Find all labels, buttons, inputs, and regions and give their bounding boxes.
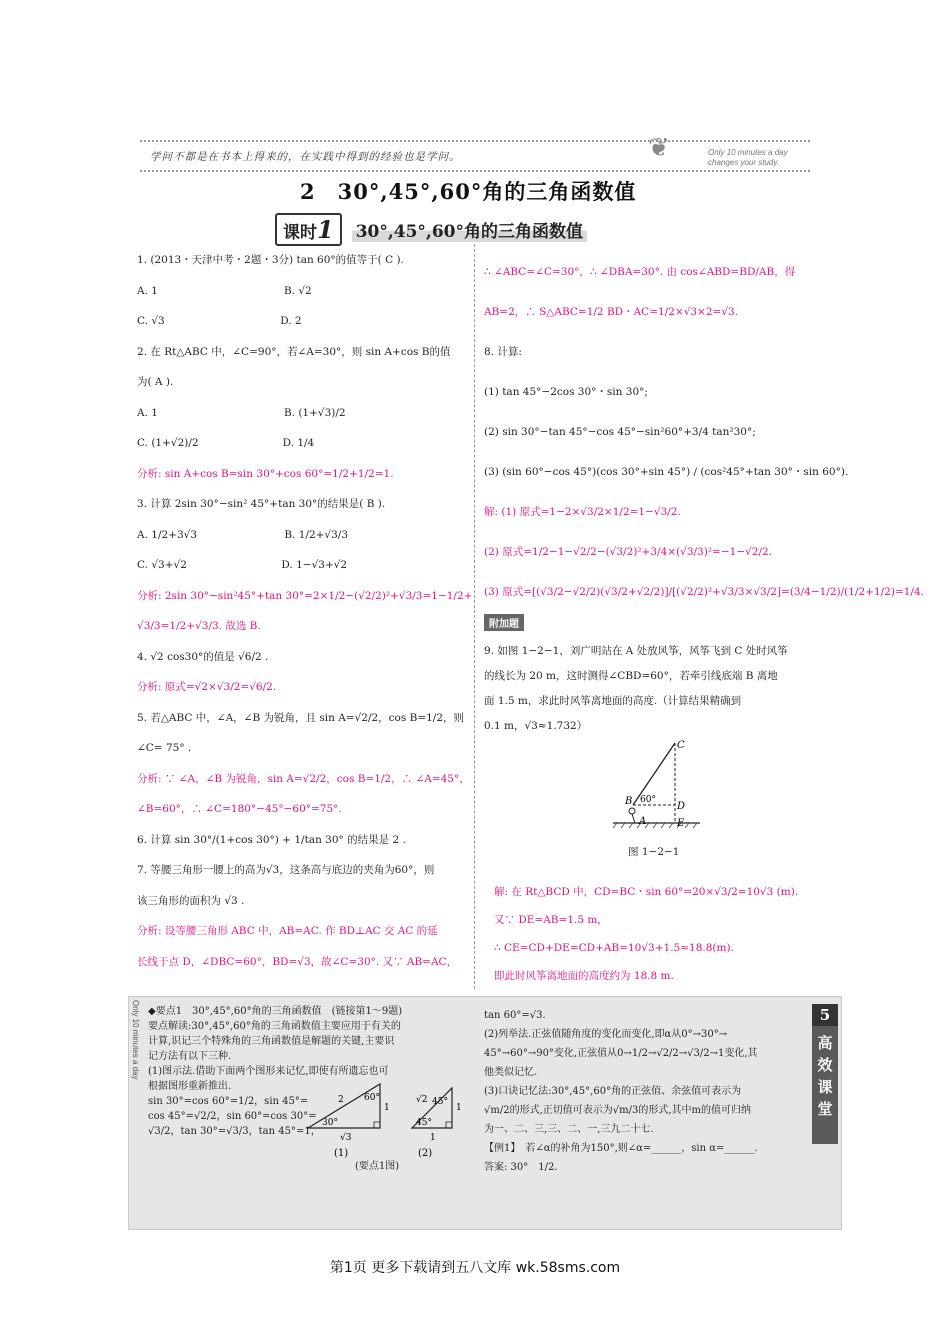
keypoint-line: (2)列举法.正弦值随角度的变化而变化,即α从0°→30°→ bbox=[484, 1029, 728, 1040]
analysis-line: 又∵ DE=AB=1.5 m， bbox=[494, 914, 608, 926]
analysis-line: 分析: 2sin 30°−sin²45°+tan 30°=2×1/2−(√2/2)²+√3/3=1−1/2+ bbox=[137, 589, 473, 602]
keypoint-line: 计算,识记三个特殊角的三角函数值是解题的关键,主要识 bbox=[148, 1036, 395, 1047]
analysis-line: 解: (1) 原式=1−2×√3/2×1/2=1−√3/2. bbox=[484, 506, 681, 518]
analysis-line: ∴ CE=CD+DE=CD+AB=10√3+1.5≈18.8(m). bbox=[494, 942, 734, 954]
keypoint-line: ◆要点1 30°,45°,60°角的三角函数值 (链接第1～9题) bbox=[148, 1006, 403, 1017]
keypoint-side-text: Only 10 minutes a day bbox=[131, 1000, 140, 1080]
keypoint-triangles bbox=[300, 1080, 470, 1160]
question-line: (3) (sin 60°−cos 45°)(cos 30°+sin 45°) / (cos²45°+tan 30°・sin 60°). bbox=[484, 466, 849, 478]
analysis-line: 分析: 原式=√2×√3/2=√6/2. bbox=[137, 681, 277, 693]
t1-opp: 1 bbox=[384, 1103, 390, 1113]
label-b: B bbox=[625, 796, 633, 807]
question-line: 为( A ). bbox=[137, 376, 174, 388]
header-dotted-line-top bbox=[140, 140, 810, 142]
column-divider bbox=[474, 244, 475, 989]
keypoint-line: 他类似记忆. bbox=[484, 1067, 538, 1078]
question-line: C. (1+√2)/2 D. 1/4 bbox=[137, 437, 315, 449]
header-slogan bbox=[708, 148, 788, 168]
analysis-line: 解: 在 Rt△BCD 中，CD=BC・sin 60°=20×√3/2=10√3 (m). bbox=[494, 886, 799, 898]
question-line: ∠C= 75° . bbox=[137, 742, 192, 754]
leaf-icon: ❦ bbox=[648, 133, 670, 163]
keypoint-figure-caption: (要点1图) bbox=[355, 1161, 400, 1172]
keypoint-line: 要点解读:30°,45°,60°角的三角函数值主要应用于有关的 bbox=[148, 1021, 401, 1032]
keypoint-line: 答案: 30° 1/2. bbox=[484, 1162, 558, 1173]
left-column bbox=[137, 245, 473, 977]
analysis-line: (3) 原式=[(√3/2−√2/2)(√3/2+√2/2)]/[(√2/2)²+√3/3×√3/2]=(3/4−1/2)/(1/2+1/2)=1/4. bbox=[484, 586, 924, 598]
page-footer: 第1页 更多下载请到五八文库 wk.58sms.com bbox=[329, 1260, 621, 1276]
question-line: 2. 在 Rt△ABC 中，∠C=90°，若∠A=30°，则 sin A+cos B的值 bbox=[137, 345, 451, 358]
analysis-line: √3/3=1/2+√3/3. 故选 B. bbox=[137, 620, 261, 632]
keypoint-line: sin 30°=cos 60°=1/2，sin 45°= bbox=[148, 1096, 309, 1107]
label-d: D bbox=[677, 801, 686, 812]
t1-caption: (1) bbox=[334, 1148, 349, 1159]
keypoint-right bbox=[484, 1006, 804, 1177]
label-a: A bbox=[639, 816, 647, 827]
side-tab-page: 5 bbox=[812, 1004, 838, 1026]
bonus-question bbox=[484, 639, 814, 739]
question-line: 8. 计算: bbox=[484, 346, 522, 358]
t1-angle-30: 30° bbox=[322, 1118, 338, 1128]
t2-hyp: √2 bbox=[416, 1095, 428, 1105]
side-tab-char-4: 堂 bbox=[817, 1100, 833, 1118]
keypoint-line: cos 45°=√2/2，sin 60°=cos 30°= bbox=[148, 1111, 317, 1122]
lesson-subtitle: 30°,45°,60°角的三角函数值 bbox=[352, 217, 587, 242]
question-line: 1. (2013・天津中考・2题・3分) tan 60°的值等于( C ). bbox=[137, 254, 404, 266]
side-tab-char-2: 效 bbox=[817, 1056, 833, 1074]
lesson-number: 1 bbox=[317, 215, 334, 244]
t2-angle-top: 45° bbox=[432, 1097, 448, 1107]
keypoint-line: (1)图示法.借助下面两个图形来记忆,即使有所遗忘也可 bbox=[148, 1066, 389, 1077]
question-line: 的线长为 20 m，这时测得∠CBD=60°，若牵引线底端 B 离地 bbox=[484, 670, 778, 682]
right-column bbox=[484, 252, 924, 612]
question-line: 3. 计算 2sin 30°−sin² 45°+tan 30°的结果是( B ). bbox=[137, 498, 386, 510]
analysis-line: 即此时风筝离地面的高度约为 18.8 m. bbox=[494, 970, 674, 982]
page-title: 2 30°,45°,60°角的三角函数值 bbox=[300, 179, 637, 204]
question-line: 该三角形的面积为 √3 . bbox=[137, 894, 245, 907]
question-line: (1) tan 45°−2cos 30°・sin 30°; bbox=[484, 386, 648, 398]
bonus-solution bbox=[494, 878, 814, 990]
question-line: A. 1/2+3√3 B. 1/2+√3/3 bbox=[137, 528, 349, 541]
t2-angle-left: 45° bbox=[416, 1118, 432, 1128]
question-line: 7. 等腰三角形一腰上的高为√3，这条高与底边的夹角为60°，则 bbox=[137, 864, 435, 876]
question-line: 9. 如图 1−2−1，刘广明站在 A 处放风筝，风筝飞到 C 处时风筝 bbox=[484, 645, 788, 657]
ground-hatch bbox=[613, 823, 697, 828]
lesson-bar bbox=[275, 213, 587, 246]
analysis-line: ∴ ∠ABC=∠C=30°，∴ ∠DBA=30°. 由 cos∠ABD=BD/AB，得 bbox=[484, 266, 796, 278]
question-line: C. √3 D. 2 bbox=[137, 315, 302, 327]
t1-adj: √3 bbox=[340, 1133, 352, 1143]
analysis-line: 分析: ∵ ∠A，∠B 为锐角，sin A=√2/2，cos B=1/2，∴ ∠A=45°， bbox=[137, 772, 470, 785]
side-tab bbox=[812, 1004, 838, 1144]
bonus-tag: 附加题 bbox=[484, 614, 524, 631]
label-e: E bbox=[677, 818, 685, 829]
person-head-icon bbox=[629, 808, 635, 814]
header-motto: 学问不都是在书本上得来的，在实践中得到的经验也是学问。 bbox=[150, 151, 461, 163]
keypoint-line: tan 60°=√3. bbox=[484, 1010, 546, 1021]
t2-adj: 1 bbox=[430, 1133, 436, 1143]
side-tab-char-3: 课 bbox=[817, 1078, 833, 1096]
t2-opp: 1 bbox=[456, 1103, 462, 1113]
question-line: 4. √2 cos30°的值是 √6/2 . bbox=[137, 650, 269, 663]
question-line: A. 1 B. √2 bbox=[137, 284, 312, 297]
keypoint-line: √3/2，tan 30°=√3/3，tan 45°=1， bbox=[148, 1126, 321, 1137]
slogan-line-2: changes your study. bbox=[708, 158, 780, 167]
keypoint-line: 根据图形重新推出. bbox=[148, 1081, 232, 1092]
keypoint-line: 记方法有以下三种. bbox=[148, 1051, 232, 1062]
question-line: 5. 若△ABC 中，∠A，∠B 为锐角，且 sin A=√2/2，cos B=1/2，则 bbox=[137, 711, 465, 724]
t1-hyp: 2 bbox=[338, 1095, 344, 1105]
kite-figure bbox=[605, 735, 715, 840]
analysis-line: AB=2，∴ S△ABC=1/2 BD・AC=1/2×√3×2=√3. bbox=[484, 306, 739, 318]
keypoint-line: 为一、二、三,三、二、一,三九二十七. bbox=[484, 1124, 654, 1135]
figure-caption: 图 1−2−1 bbox=[628, 846, 680, 858]
question-line: 面 1.5 m，求此时风筝离地面的高度.（计算结果精确到 bbox=[484, 695, 742, 707]
lesson-label bbox=[275, 213, 342, 246]
keypoint-line: 45°→60°→90°变化,正弦值从0→1/2→√2/2→√3/2→1变化,其 bbox=[484, 1048, 758, 1059]
keypoint-line: (3)口诀记忆法:30°,45°,60°角的正弦值、余弦值可表示为 bbox=[484, 1086, 742, 1097]
question-line: A. 1 B. (1+√3)/2 bbox=[137, 406, 346, 419]
analysis-line: 分析: 设等腰三角形 ABC 中，AB=AC. 作 BD⊥AC 交 AC 的延 bbox=[137, 925, 438, 937]
t1-angle-60: 60° bbox=[364, 1093, 380, 1103]
header-dotted-line-bottom bbox=[140, 170, 810, 172]
analysis-line: (2) 原式=1/2−1−√2/2−(√3/2)²+3/4×(√3/3)²=−1−√2/2. bbox=[484, 546, 773, 558]
triangle-30-60 bbox=[308, 1084, 380, 1128]
side-tab-char-1: 高 bbox=[817, 1034, 833, 1052]
keypoint-line: √m/2的形式,正切值可表示为√m/3的形式,其中m的值可归纳 bbox=[484, 1105, 752, 1116]
keypoint-line: 【例1】 若∠α的补角为150°,则∠α=______，sin α=______. bbox=[484, 1143, 758, 1154]
analysis-line: 分析: sin A+cos B=sin 30°+cos 60°=1/2+1/2=1. bbox=[137, 467, 394, 480]
slogan-line-1: Only 10 minutes a day bbox=[708, 148, 788, 157]
label-c: C bbox=[677, 740, 685, 751]
lesson-label-text: 课时 bbox=[283, 223, 317, 243]
person-body bbox=[632, 814, 635, 823]
question-line: 0.1 m，√3≈1.732） bbox=[484, 720, 588, 732]
question-line: (2) sin 30°−tan 45°−cos 45°−sin²60°+3/4 tan²30°; bbox=[484, 426, 756, 438]
question-line: C. √3+√2 D. 1−√3+√2 bbox=[137, 559, 348, 571]
angle-label: 60° bbox=[640, 795, 656, 805]
analysis-line: ∠B=60°，∴ ∠C=180°−45°−60°=75°. bbox=[137, 803, 342, 815]
question-line: 6. 计算 sin 30°/(1+cos 30°) + 1/tan 30° 的结果是 2 . bbox=[137, 833, 406, 846]
analysis-line: 长线于点 D，∠DBC=60°，BD=√3，故∠C=30°. 又∵ AB=AC， bbox=[137, 955, 458, 968]
t2-caption: (2) bbox=[418, 1148, 433, 1159]
